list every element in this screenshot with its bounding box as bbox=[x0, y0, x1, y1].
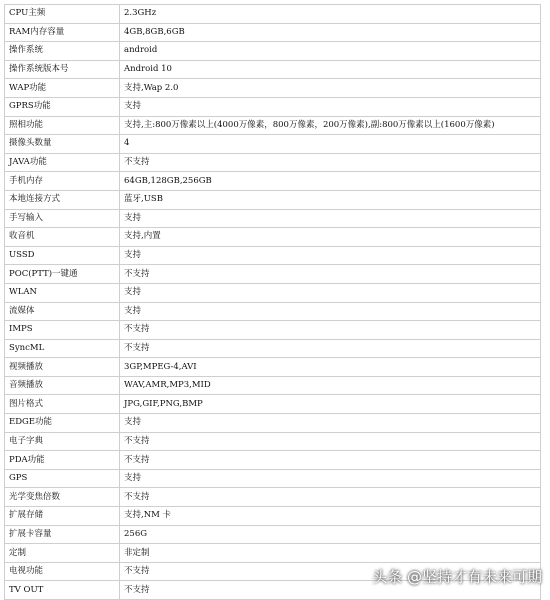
spec-key: SyncML bbox=[5, 339, 120, 358]
table-row bbox=[5, 79, 541, 98]
table-row bbox=[5, 190, 541, 209]
spec-key: 手机内存 bbox=[5, 172, 120, 191]
spec-key: 操作系统版本号 bbox=[5, 60, 120, 79]
spec-key: EDGE功能 bbox=[5, 414, 120, 433]
table-row bbox=[5, 153, 541, 172]
spec-key: IMPS bbox=[5, 321, 120, 340]
table-row bbox=[5, 414, 541, 433]
spec-value: 蓝牙,USB bbox=[120, 190, 541, 209]
spec-key: 音频播放 bbox=[5, 376, 120, 395]
spec-value: 不支持 bbox=[120, 321, 541, 340]
spec-key: JAVA功能 bbox=[5, 153, 120, 172]
table-row bbox=[5, 265, 541, 284]
table-row bbox=[5, 469, 541, 488]
spec-value: 不支持 bbox=[120, 562, 541, 581]
table-row bbox=[5, 339, 541, 358]
spec-value: 非定制 bbox=[120, 544, 541, 563]
table-row bbox=[5, 544, 541, 563]
spec-key: GPRS功能 bbox=[5, 97, 120, 116]
table-row bbox=[5, 5, 541, 24]
spec-key: 收音机 bbox=[5, 228, 120, 247]
table-row bbox=[5, 525, 541, 544]
spec-table bbox=[4, 4, 541, 600]
table-row bbox=[5, 97, 541, 116]
spec-value: 支持 bbox=[120, 283, 541, 302]
spec-key: RAM内存容量 bbox=[5, 23, 120, 42]
table-row bbox=[5, 283, 541, 302]
spec-key: 光学变焦倍数 bbox=[5, 488, 120, 507]
spec-key: 扩展卡容量 bbox=[5, 525, 120, 544]
spec-key: WLAN bbox=[5, 283, 120, 302]
spec-value: 不支持 bbox=[120, 451, 541, 470]
spec-key: USSD bbox=[5, 246, 120, 265]
spec-key: 电子字典 bbox=[5, 432, 120, 451]
spec-key: 扩展存储 bbox=[5, 507, 120, 526]
spec-value: 64GB,128GB,256GB bbox=[120, 172, 541, 191]
spec-value: 支持,主:800万像素以上(4000万像素，800万像素，200万像素),副:800万像素以上(1600万像素) bbox=[120, 116, 541, 135]
spec-value: 支持,内置 bbox=[120, 228, 541, 247]
spec-value: 256G bbox=[120, 525, 541, 544]
spec-key: 摄像头数量 bbox=[5, 135, 120, 154]
spec-key: WAP功能 bbox=[5, 79, 120, 98]
table-row bbox=[5, 488, 541, 507]
spec-value: 支持 bbox=[120, 97, 541, 116]
spec-value: 2.3GHz bbox=[120, 5, 541, 24]
table-row bbox=[5, 60, 541, 79]
spec-key: 定制 bbox=[5, 544, 120, 563]
spec-value: 支持 bbox=[120, 209, 541, 228]
table-row bbox=[5, 432, 541, 451]
table-row bbox=[5, 376, 541, 395]
spec-value: 不支持 bbox=[120, 265, 541, 284]
table-row bbox=[5, 23, 541, 42]
spec-value: 支持 bbox=[120, 414, 541, 433]
spec-key: POC(PTT)一键通 bbox=[5, 265, 120, 284]
spec-key: 操作系统 bbox=[5, 42, 120, 61]
spec-key: 照相功能 bbox=[5, 116, 120, 135]
table-row bbox=[5, 172, 541, 191]
spec-key: CPU主频 bbox=[5, 5, 120, 24]
table-row bbox=[5, 302, 541, 321]
spec-key: TV OUT bbox=[5, 581, 120, 600]
spec-value: 支持 bbox=[120, 469, 541, 488]
spec-key: PDA功能 bbox=[5, 451, 120, 470]
spec-value: 不支持 bbox=[120, 432, 541, 451]
spec-value: 4 bbox=[120, 135, 541, 154]
table-row bbox=[5, 246, 541, 265]
spec-value: 支持,NM 卡 bbox=[120, 507, 541, 526]
table-row bbox=[5, 116, 541, 135]
spec-value: 支持,Wap 2.0 bbox=[120, 79, 541, 98]
watermark: 头条 @坚持才有未来可期 bbox=[372, 568, 542, 586]
table-row bbox=[5, 507, 541, 526]
table-row bbox=[5, 135, 541, 154]
spec-value: 支持 bbox=[120, 246, 541, 265]
spec-key: GPS bbox=[5, 469, 120, 488]
table-row bbox=[5, 451, 541, 470]
spec-value: 不支持 bbox=[120, 581, 541, 600]
spec-value: Android 10 bbox=[120, 60, 541, 79]
table-row bbox=[5, 395, 541, 414]
table-row bbox=[5, 228, 541, 247]
spec-key: 手写输入 bbox=[5, 209, 120, 228]
table-row bbox=[5, 321, 541, 340]
spec-value: JPG,GIF,PNG,BMP bbox=[120, 395, 541, 414]
table-row bbox=[5, 209, 541, 228]
spec-value: android bbox=[120, 42, 541, 61]
table-row bbox=[5, 42, 541, 61]
spec-value: 不支持 bbox=[120, 488, 541, 507]
spec-key: 本地连接方式 bbox=[5, 190, 120, 209]
spec-key: 图片格式 bbox=[5, 395, 120, 414]
spec-value: 不支持 bbox=[120, 339, 541, 358]
spec-key: 电视功能 bbox=[5, 562, 120, 581]
spec-key: 视频播放 bbox=[5, 358, 120, 377]
spec-value: 支持 bbox=[120, 302, 541, 321]
spec-table-body bbox=[5, 5, 541, 600]
spec-value: 4GB,8GB,6GB bbox=[120, 23, 541, 42]
spec-value: WAV,AMR,MP3,MID bbox=[120, 376, 541, 395]
spec-value: 不支持 bbox=[120, 153, 541, 172]
spec-value: 3GP,MPEG-4,AVI bbox=[120, 358, 541, 377]
table-row bbox=[5, 358, 541, 377]
spec-key: 流媒体 bbox=[5, 302, 120, 321]
